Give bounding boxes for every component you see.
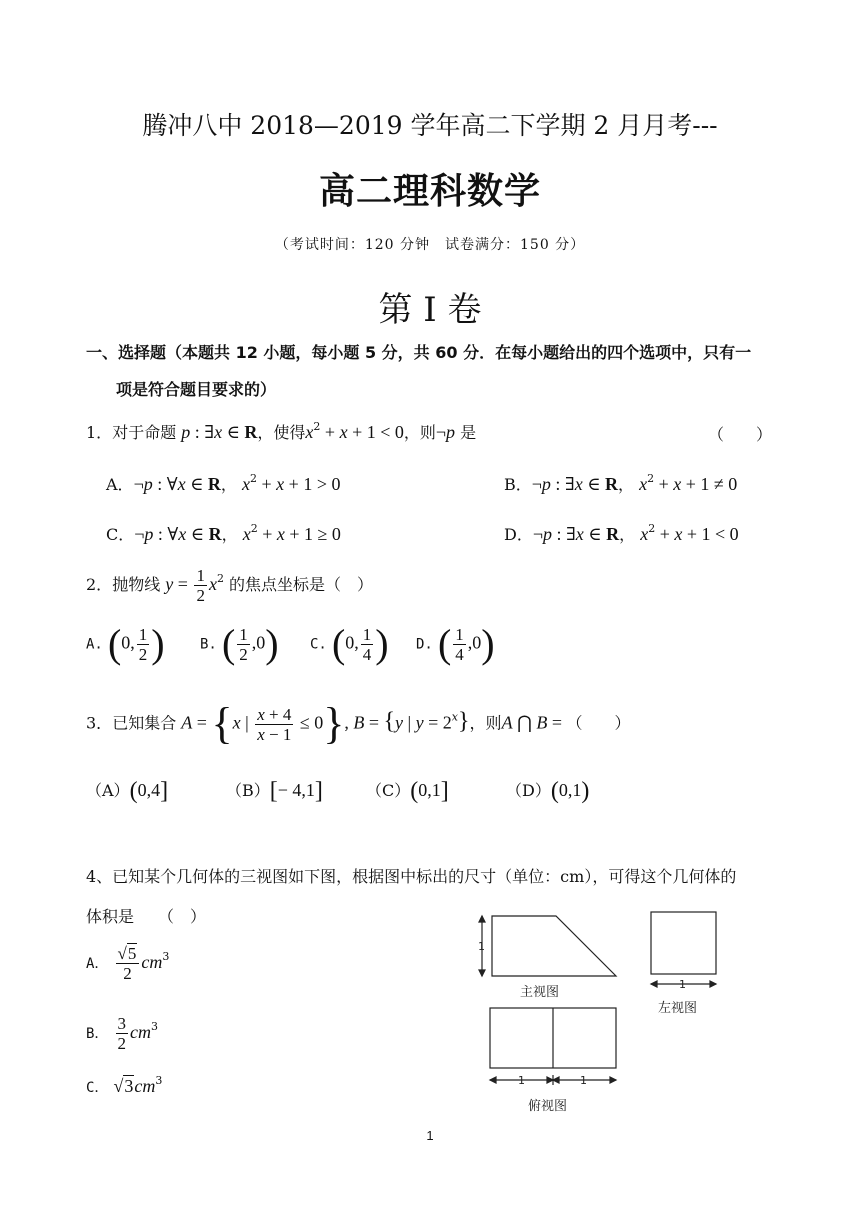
page-number: 1 — [426, 1128, 434, 1143]
volume-heading: 第 I 卷 — [378, 290, 482, 330]
top-width-label-right: 1 — [580, 1074, 587, 1087]
q4-option-a: A． $\frac{√5}{2}$ $cm^3$ — [86, 944, 170, 983]
exam-info: （考试时间：120 分钟 试卷满分：150 分） — [274, 237, 586, 253]
answer-blank-1: （ ） — [708, 425, 773, 444]
q3-option-a: （A）(0,4] — [86, 778, 169, 804]
top-width-label-left: 1 — [518, 1074, 525, 1087]
q1-option-a: A．¬p : ∀x ∈ R， $x^2 + x + 1 > 0$ — [106, 472, 341, 494]
question-4-line1: 4、已知某个几何体的三视图如下图，根据图中标出的尺寸（单位：cm），可得这个几何体的 — [86, 867, 737, 886]
question-1: 1．对于命题 p : ∃x ∈ R，使得$x^2 + x + 1 < 0$，则¬p 是 — [86, 420, 477, 442]
q2-option-d: D. ( $\frac{1}{4}$ ,0) — [416, 621, 495, 666]
section-heading-line2: 项是符合题目要求的） — [116, 380, 277, 399]
q2-option-c: C. (0, $\frac{1}{4}$ ) — [310, 621, 389, 666]
question-4-line2: 体积是 （ ） — [86, 907, 207, 926]
three-view-figure — [470, 900, 730, 1120]
question-3: 3．已知集合 A = {x | $\frac{x + 4}{x - 1}$ ≤ 0}, B = {y | $y = 2^x$}，则A ⋂ B = （ ） — [86, 699, 631, 748]
q2-option-b: B. ( $\frac{1}{2}$ ,0) — [200, 621, 279, 666]
top-view — [490, 1008, 616, 1085]
section-heading-line1: 一、选择题（本题共 12 小题，每小题 5 分，共 60 分．在每小题给出的四个选项中，只有一 — [86, 343, 752, 362]
front-height-label: 1 — [478, 940, 485, 953]
q1-option-c: C．¬p : ∀x ∈ R， $x^2 + x + 1 \ge 0$ — [106, 522, 341, 544]
question-2: 2．抛物线 y = $\frac{1}{2}$ $x^2$ 的焦点坐标是（ ） — [86, 566, 374, 605]
q3-option-d: （D）(0,1) — [506, 778, 590, 804]
q1-option-b: B．¬p : ∃x ∈ R， $x^2 + x + 1 \ne 0$ — [504, 472, 738, 494]
side-view-label: 左视图 — [658, 1001, 698, 1016]
side-view — [651, 912, 716, 987]
q3-option-c: （C）(0,1] — [366, 778, 449, 804]
subject-title: 高二理科数学 — [318, 171, 541, 212]
q3-option-b: （B）[− 4,1] — [226, 778, 323, 804]
side-width-label: 1 — [679, 978, 686, 991]
top-view-label: 俯视图 — [528, 1099, 568, 1114]
exam-title: 腾冲八中 2018—2019 学年高二下学期 2 月月考--- — [142, 111, 718, 140]
q2-option-a: A. (0, $\frac{1}{2}$ ) — [86, 621, 165, 666]
q1-option-d: D．¬p : ∃x ∈ R， $x^2 + x + 1 < 0$ — [504, 522, 739, 544]
q4-option-b: B． $\frac{3}{2}$ $cm^3$ — [86, 1014, 159, 1053]
front-view-label: 主视图 — [520, 985, 560, 1000]
front-view — [479, 916, 616, 976]
q4-option-c: C． $√3cm^3$ — [86, 1074, 163, 1096]
